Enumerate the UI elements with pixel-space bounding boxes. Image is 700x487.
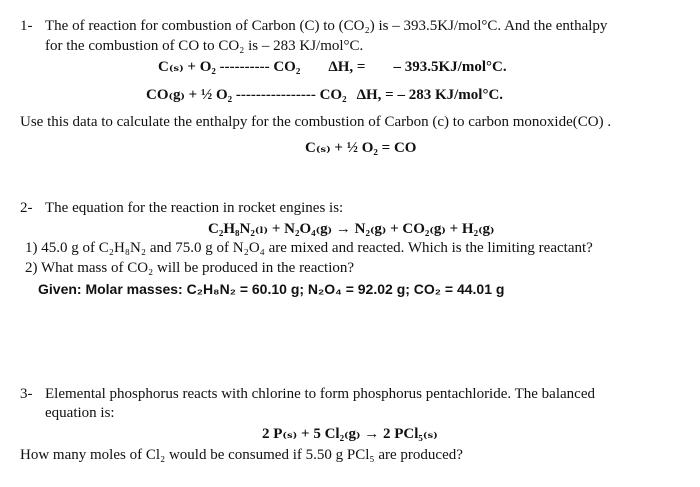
q1-equation-1 [158, 58, 507, 76]
q1-line2: for the combustion of CO to CO₂ is – 283 KJ/mol°C. [45, 38, 364, 54]
q2-number: 2- [20, 200, 33, 216]
q2-intro-line [20, 199, 344, 217]
q3-line1 [20, 385, 595, 403]
q2-intro: The equation for the reaction in rocket engines is: [45, 200, 344, 216]
q1-eq2-reaction: CO₍g₎ + ½ O₂ ---------------- CO₂ [146, 87, 347, 103]
q3-line2: equation is: [45, 405, 115, 421]
q3-equation: 2 P₍ₛ₎ + 5 Cl₂₍g₎ → 2 PCl₅₍ₛ₎ [262, 426, 438, 442]
q1-eq1-dh-label: ΔH, = [328, 59, 366, 75]
q3-number: 3- [20, 386, 33, 402]
q1-number: 1- [20, 18, 33, 34]
q1-target-equation: C₍ₛ₎ + ½ O₂ = CO [305, 140, 417, 156]
q1-task: Use this data to calculate the enthalpy for the combustion of Carbon (c) to carbon monoxide(CO) . [20, 114, 612, 130]
q2-part1: 1) 45.0 g of C₂H₈N₂ and 75.0 g of N₂O₄ are mixed and reacted. Which is the limiting reactant? [25, 240, 593, 256]
q1-eq2-dh: ΔH, = – 283 KJ/mol°C. [356, 87, 504, 103]
q1-eq1-reaction: C₍ₛ₎ + O₂ ---------- CO₂ [158, 59, 301, 75]
q2-equation: C₂H₈N₂₍ₗ₎ + N₂O₄₍g₎ → N₂₍g₎ + CO₂₍g₎ + H₂₍g₎ [208, 221, 495, 237]
q2-part2: 2) What mass of CO₂ will be produced in the reaction? [25, 260, 355, 276]
q2-given: Given: Molar masses: C₂H₈N₂ = 60.10 g; N₂O₄ = 92.02 g; CO₂ = 44.01 g [38, 281, 505, 297]
q3-question: How many moles of Cl₂ would be consumed if 5.50 g PCl₅ are produced? [20, 447, 463, 463]
q1-eq1-dh-value: – 393.5KJ/mol°C. [393, 59, 507, 75]
q3-text-line1: Elemental phosphorus reacts with chlorine to form phosphorus pentachloride. The balanced [45, 386, 595, 402]
q1-text-line1: The of reaction for combustion of Carbon (C) to (CO₂) is – 393.5KJ/mol°C. And the enthalpy [45, 18, 608, 34]
q1-line1 [20, 17, 608, 35]
q1-equation-2 [146, 86, 503, 104]
